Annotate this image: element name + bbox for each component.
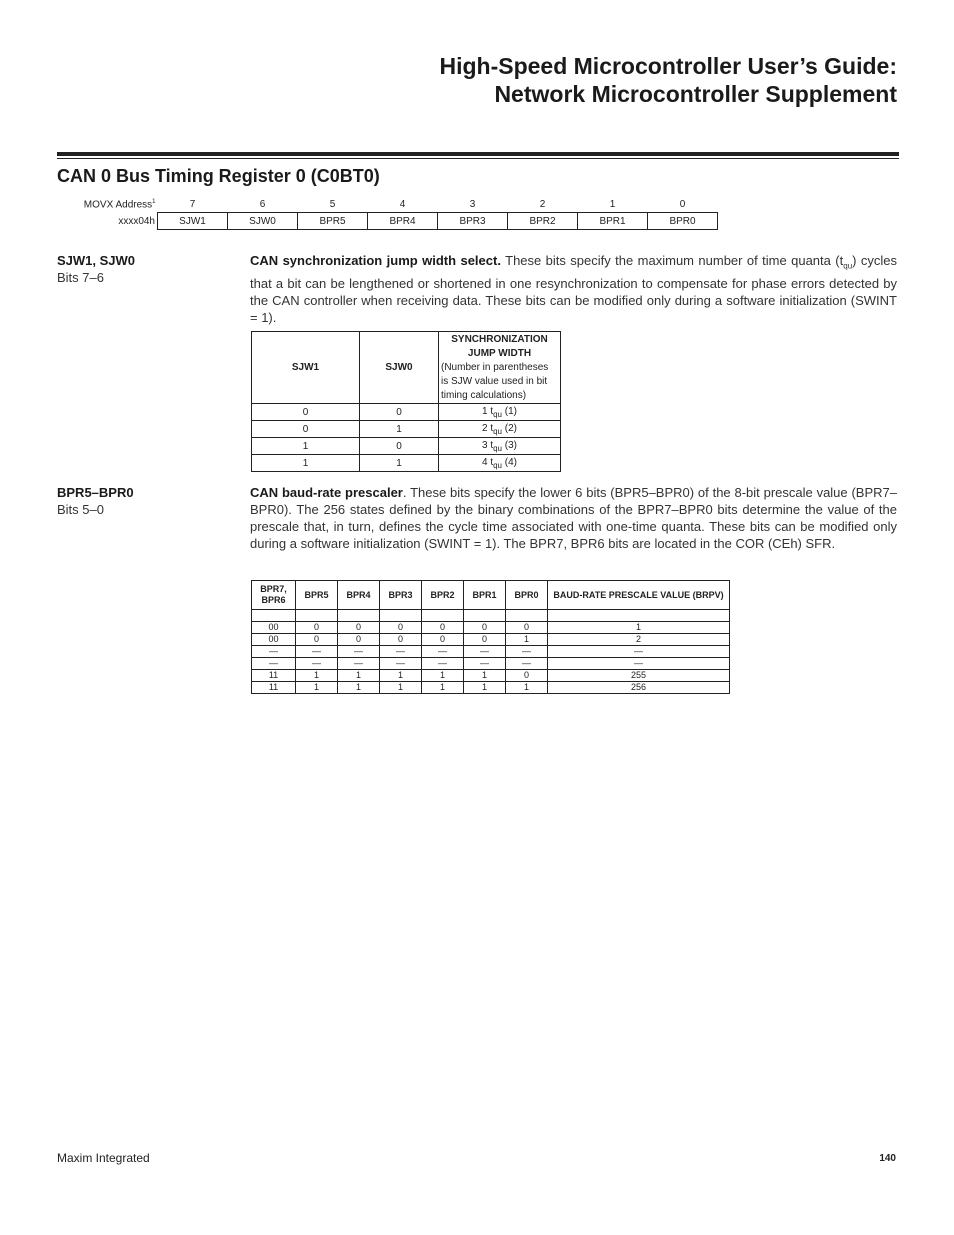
bit-name: BPR0 (648, 213, 718, 230)
bit-name: BPR1 (578, 213, 648, 230)
bit-name: SJW0 (228, 213, 298, 230)
col-header: BPR7, BPR6 (252, 581, 296, 610)
col-header: BPR3 (380, 581, 422, 610)
register-bit-name-row (57, 213, 718, 230)
bpr-desc-bold: CAN baud-rate prescaler (250, 485, 403, 500)
table-row: — — — — — — — — (252, 646, 730, 658)
bit-number: 5 (329, 198, 336, 210)
sjw-desc-bold: CAN synchronization jump width select. (250, 253, 501, 268)
bpr-field-name: BPR5–BPR0 (57, 485, 134, 500)
col-header-sync-jump-width: SYNCHRONIZATION JUMP WIDTH (Number in parentheses is SJW value used in bit timing calculations) (439, 332, 561, 404)
bpr-field-bits: Bits 5–0 (57, 502, 104, 517)
col-header: BPR4 (338, 581, 380, 610)
table-row: 1 0 3 $t_{qu}$ (3) (252, 438, 561, 455)
sjw-field-bits: Bits 7–6 (57, 270, 104, 285)
col-header-sjw1: SJW1 (252, 332, 360, 404)
section-title: CAN 0 Bus Timing Register 0 (C0BT0) (57, 166, 380, 186)
page-title: High-Speed Microcontroller User’s Guide: Network Microcontroller Supplement (439, 53, 897, 107)
col-header: BAUD-RATE PRESCALE VALUE (BRPV) (548, 581, 730, 610)
register-bit-number-row (57, 196, 718, 213)
header-rule-thick (57, 152, 899, 156)
col-header: BPR0 (506, 581, 548, 610)
bit-number: 3 (469, 198, 476, 210)
table-row: 00 0 0 0 0 0 0 1 (252, 622, 730, 634)
bit-number: 7 (189, 198, 196, 210)
bpr-field-description: CAN baud-rate prescaler. These bits specify the lower 6 bits (BPR5–BPR0) of the 8-bit prescale value (BPR7–BPR0). The 256 states defined by the binary combinations of the BPR7–BPR0 bits determine the value of the prescale that, in turn, defines the cycle time associated with one-time quanta. These bits can be modified only during a software initialization (SWINT = 1). The BPR7, BPR6 bits are located in the COR (CEh) SFR. (250, 485, 897, 551)
brp-table-header (252, 581, 730, 610)
brp-table (251, 580, 730, 694)
bit-name: BPR5 (298, 213, 368, 230)
bit-name: BPR4 (368, 213, 438, 230)
header-rule-thin (57, 158, 899, 159)
sjw-table (251, 331, 561, 472)
movx-address-label: MOVX Address$^1$ (83, 198, 156, 210)
register-bit-map (57, 196, 718, 230)
bit-number: 4 (399, 198, 406, 210)
bit-number: 0 (679, 198, 686, 210)
table-row: 1 1 4 $t_{qu}$ (4) (252, 455, 561, 472)
table-row: 0 1 2 $t_{qu}$ (2) (252, 421, 561, 438)
table-row (252, 610, 730, 622)
table-row: 00 0 0 0 0 0 1 2 (252, 634, 730, 646)
bit-number: 1 (609, 198, 616, 210)
table-row: — — — — — — — — (252, 658, 730, 670)
bit-name: SJW1 (158, 213, 228, 230)
bit-number: 6 (259, 198, 266, 210)
page-number: 140 (879, 1153, 896, 1164)
col-header: BPR5 (296, 581, 338, 610)
register-address: xxxx04h (118, 215, 155, 227)
table-row: 0 0 1 $t_{qu}$ (1) (252, 404, 561, 421)
col-header: BPR2 (422, 581, 464, 610)
bit-number: 2 (539, 198, 546, 210)
sjw-field-description: CAN synchronization jump width select. These bits specify the maximum number of time quanta $(t_{qu})$ cycles that a bit can be lengthened or shortened in one resynchronization to compensate for phase errors detected by the CAN controller when receiving data. These bits can be modified only during a software initialization (SWINT = 1). (250, 253, 898, 325)
col-header-sjw0: SJW0 (360, 332, 439, 404)
table-row: 11 1 1 1 1 1 1 256 (252, 682, 730, 694)
col-header: BPR1 (464, 581, 506, 610)
movx-footnote: 1 (152, 198, 156, 205)
bit-name: BPR3 (438, 213, 508, 230)
sjw-table-header (252, 332, 561, 404)
table-row: 11 1 1 1 1 1 0 255 (252, 670, 730, 682)
footer-company: Maxim Integrated (57, 1151, 150, 1165)
bit-name: BPR2 (508, 213, 578, 230)
sjw-field-name: SJW1, SJW0 (57, 253, 136, 268)
